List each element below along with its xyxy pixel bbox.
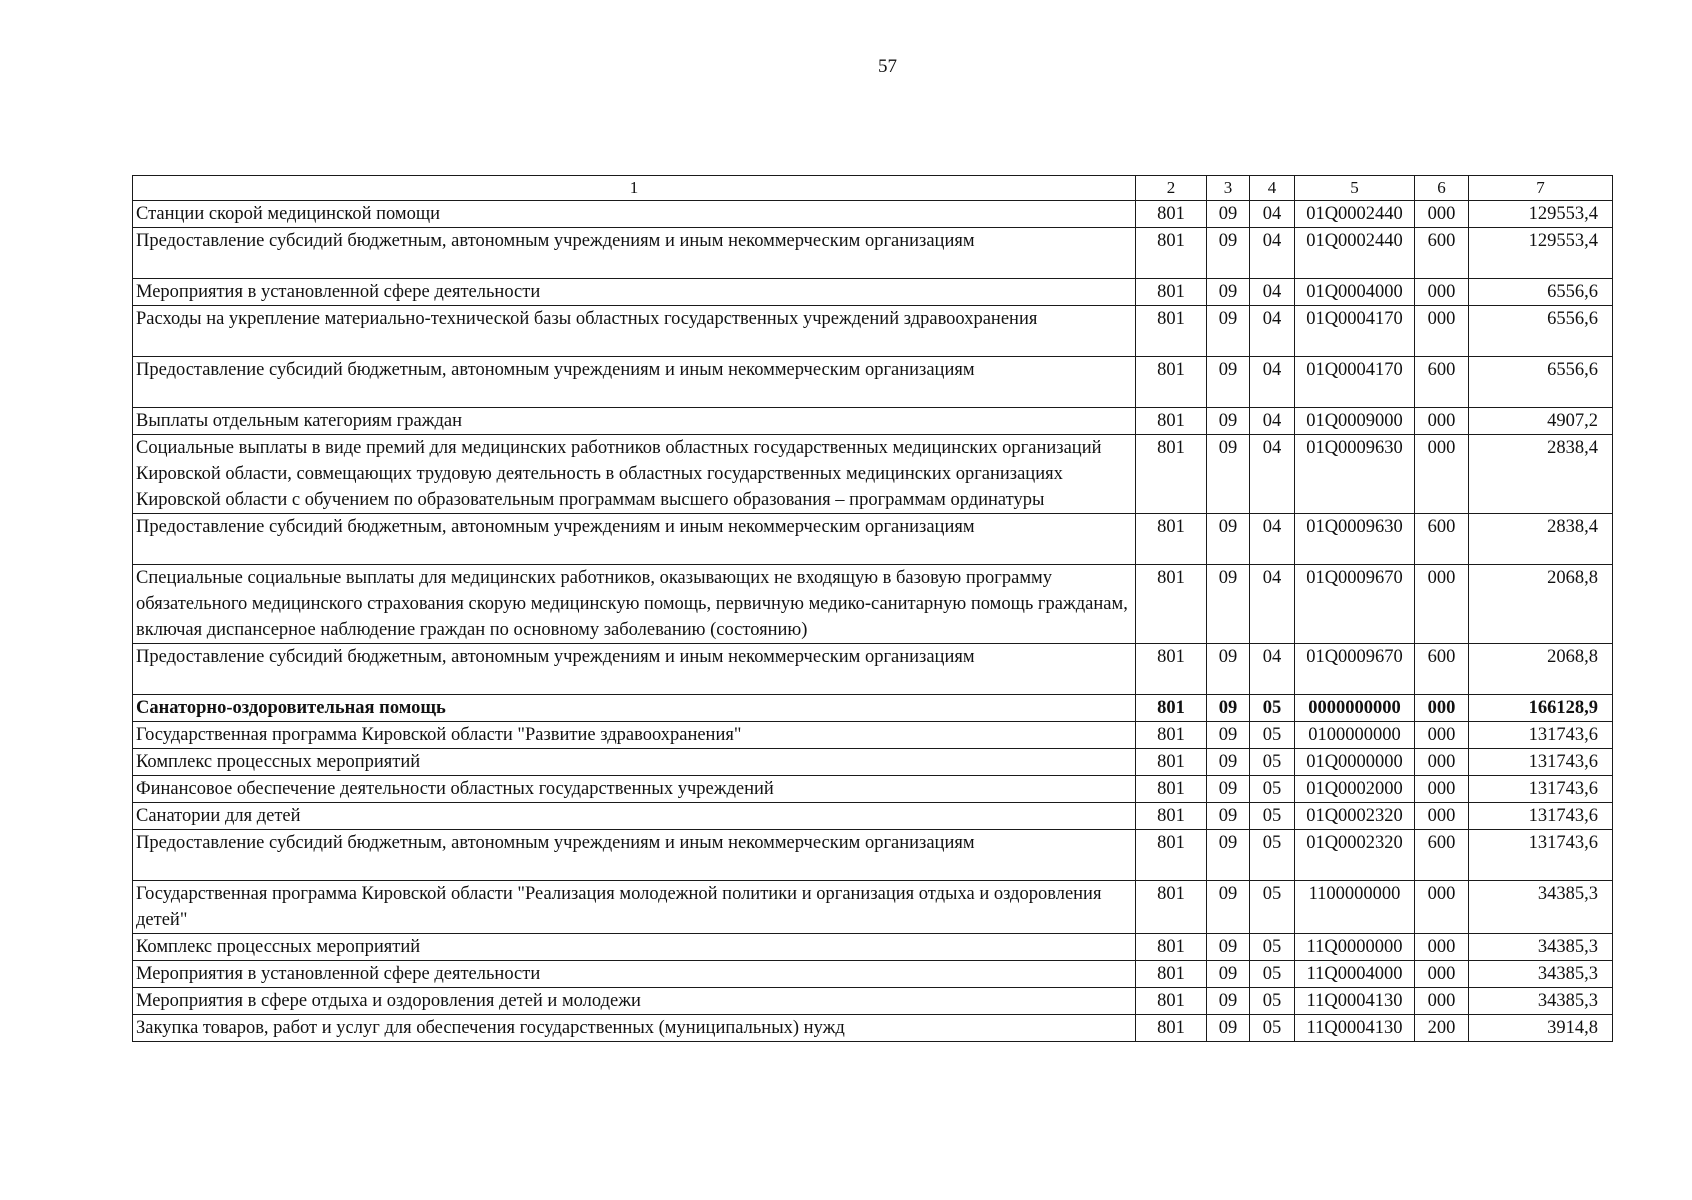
row-amount: 2068,8 xyxy=(1469,644,1613,695)
row-amount: 131743,6 xyxy=(1469,749,1613,776)
row-amount: 131743,6 xyxy=(1469,722,1613,749)
row-section: 09 xyxy=(1207,408,1250,435)
row-target-article: 01Q0009630 xyxy=(1295,514,1415,565)
table-row xyxy=(133,514,1613,565)
table-row xyxy=(133,803,1613,830)
row-ministry-code: 801 xyxy=(1136,279,1207,306)
row-subsection: 05 xyxy=(1250,776,1295,803)
row-section: 09 xyxy=(1207,1015,1250,1042)
column-header: 1 xyxy=(133,176,1136,201)
column-header: 7 xyxy=(1469,176,1613,201)
row-amount: 131743,6 xyxy=(1469,776,1613,803)
row-expense-type: 000 xyxy=(1415,881,1469,934)
row-target-article: 01Q0002320 xyxy=(1295,830,1415,881)
row-amount: 131743,6 xyxy=(1469,830,1613,881)
row-name: Специальные социальные выплаты для медицинских работников, оказывающих не входящую в базовую программу обязательного медицинского страхования скорую медицинскую помощь, первичную медико-санитарную помощь гражданам, включая диспансерное наблюдение граждан по основному заболеванию (состоянию) xyxy=(133,565,1136,644)
row-subsection: 05 xyxy=(1250,934,1295,961)
column-header: 6 xyxy=(1415,176,1469,201)
row-subsection: 04 xyxy=(1250,644,1295,695)
row-ministry-code: 801 xyxy=(1136,961,1207,988)
row-amount: 34385,3 xyxy=(1469,988,1613,1015)
row-target-article: 01Q0004170 xyxy=(1295,306,1415,357)
row-target-article: 01Q0000000 xyxy=(1295,749,1415,776)
row-section: 09 xyxy=(1207,435,1250,514)
row-ministry-code: 801 xyxy=(1136,408,1207,435)
row-subsection: 05 xyxy=(1250,695,1295,722)
row-ministry-code: 801 xyxy=(1136,435,1207,514)
row-ministry-code: 801 xyxy=(1136,749,1207,776)
row-expense-type: 000 xyxy=(1415,306,1469,357)
row-target-article: 01Q0002440 xyxy=(1295,228,1415,279)
row-section: 09 xyxy=(1207,803,1250,830)
row-amount: 34385,3 xyxy=(1469,961,1613,988)
row-ministry-code: 801 xyxy=(1136,565,1207,644)
row-ministry-code: 801 xyxy=(1136,776,1207,803)
row-name: Финансовое обеспечение деятельности областных государственных учреждений xyxy=(133,776,1136,803)
row-ministry-code: 801 xyxy=(1136,803,1207,830)
table-row xyxy=(133,881,1613,934)
page-number: 57 xyxy=(878,56,897,77)
row-amount: 3914,8 xyxy=(1469,1015,1613,1042)
row-expense-type: 600 xyxy=(1415,830,1469,881)
row-subsection: 05 xyxy=(1250,830,1295,881)
row-name: Санаторно-оздоровительная помощь xyxy=(133,695,1136,722)
row-name: Социальные выплаты в виде премий для медицинских работников областных государственных медицинских организаций Кировской области, совмещающих трудовую деятельность в областных государственных медицинских организациях Кировской области с обучением по образовательным программам высшего образования – программам ординатуры xyxy=(133,435,1136,514)
row-ministry-code: 801 xyxy=(1136,934,1207,961)
row-expense-type: 200 xyxy=(1415,1015,1469,1042)
row-ministry-code: 801 xyxy=(1136,722,1207,749)
row-amount: 2838,4 xyxy=(1469,514,1613,565)
row-name: Комплекс процессных мероприятий xyxy=(133,934,1136,961)
row-target-article: 11Q0004000 xyxy=(1295,961,1415,988)
row-ministry-code: 801 xyxy=(1136,357,1207,408)
row-subsection: 05 xyxy=(1250,722,1295,749)
row-expense-type: 000 xyxy=(1415,961,1469,988)
column-header: 3 xyxy=(1207,176,1250,201)
row-section: 09 xyxy=(1207,695,1250,722)
row-amount: 166128,9 xyxy=(1469,695,1613,722)
row-ministry-code: 801 xyxy=(1136,881,1207,934)
row-amount: 4907,2 xyxy=(1469,408,1613,435)
table-row xyxy=(133,435,1613,514)
row-name: Выплаты отдельным категориям граждан xyxy=(133,408,1136,435)
row-section: 09 xyxy=(1207,830,1250,881)
row-expense-type: 000 xyxy=(1415,695,1469,722)
table-row xyxy=(133,357,1613,408)
row-name: Предоставление субсидий бюджетным, автономным учреждениям и иным некоммерческим организациям xyxy=(133,357,1136,408)
table-header-row xyxy=(133,176,1613,201)
row-name: Предоставление субсидий бюджетным, автономным учреждениям и иным некоммерческим организациям xyxy=(133,514,1136,565)
row-section: 09 xyxy=(1207,644,1250,695)
row-expense-type: 600 xyxy=(1415,228,1469,279)
table-row xyxy=(133,201,1613,228)
row-subsection: 04 xyxy=(1250,279,1295,306)
row-expense-type: 600 xyxy=(1415,514,1469,565)
row-expense-type: 000 xyxy=(1415,408,1469,435)
row-expense-type: 000 xyxy=(1415,279,1469,306)
row-target-article: 11Q0000000 xyxy=(1295,934,1415,961)
row-expense-type: 000 xyxy=(1415,722,1469,749)
row-amount: 129553,4 xyxy=(1469,201,1613,228)
row-subsection: 05 xyxy=(1250,961,1295,988)
row-ministry-code: 801 xyxy=(1136,1015,1207,1042)
row-name: Санатории для детей xyxy=(133,803,1136,830)
row-subsection: 04 xyxy=(1250,201,1295,228)
row-ministry-code: 801 xyxy=(1136,695,1207,722)
row-expense-type: 000 xyxy=(1415,803,1469,830)
row-section: 09 xyxy=(1207,228,1250,279)
row-target-article: 01Q0004170 xyxy=(1295,357,1415,408)
row-name: Станции скорой медицинской помощи xyxy=(133,201,1136,228)
row-expense-type: 000 xyxy=(1415,565,1469,644)
row-amount: 6556,6 xyxy=(1469,306,1613,357)
table-row xyxy=(133,722,1613,749)
row-subsection: 05 xyxy=(1250,988,1295,1015)
row-subsection: 05 xyxy=(1250,881,1295,934)
row-subsection: 04 xyxy=(1250,565,1295,644)
row-section: 09 xyxy=(1207,749,1250,776)
row-ministry-code: 801 xyxy=(1136,644,1207,695)
table-row xyxy=(133,306,1613,357)
table-row xyxy=(133,776,1613,803)
budget-table xyxy=(132,175,1613,1042)
row-section: 09 xyxy=(1207,357,1250,408)
row-section: 09 xyxy=(1207,776,1250,803)
table-row xyxy=(133,644,1613,695)
column-header: 2 xyxy=(1136,176,1207,201)
row-amount: 6556,6 xyxy=(1469,357,1613,408)
row-section: 09 xyxy=(1207,934,1250,961)
row-amount: 131743,6 xyxy=(1469,803,1613,830)
row-expense-type: 000 xyxy=(1415,776,1469,803)
row-target-article: 11Q0004130 xyxy=(1295,1015,1415,1042)
row-amount: 129553,4 xyxy=(1469,228,1613,279)
column-header: 4 xyxy=(1250,176,1295,201)
row-name: Государственная программа Кировской области "Реализация молодежной политики и организация отдыха и оздоровления детей" xyxy=(133,881,1136,934)
row-target-article: 01Q0002320 xyxy=(1295,803,1415,830)
row-name: Мероприятия в установленной сфере деятельности xyxy=(133,961,1136,988)
row-ministry-code: 801 xyxy=(1136,306,1207,357)
row-expense-type: 000 xyxy=(1415,749,1469,776)
row-name: Закупка товаров, работ и услуг для обеспечения государственных (муниципальных) нужд xyxy=(133,1015,1136,1042)
row-section: 09 xyxy=(1207,201,1250,228)
row-name: Мероприятия в установленной сфере деятельности xyxy=(133,279,1136,306)
row-expense-type: 000 xyxy=(1415,201,1469,228)
row-name: Мероприятия в сфере отдыха и оздоровления детей и молодежи xyxy=(133,988,1136,1015)
row-name: Государственная программа Кировской области "Развитие здравоохранения" xyxy=(133,722,1136,749)
row-ministry-code: 801 xyxy=(1136,988,1207,1015)
row-target-article: 11Q0004130 xyxy=(1295,988,1415,1015)
row-amount: 2068,8 xyxy=(1469,565,1613,644)
row-expense-type: 600 xyxy=(1415,644,1469,695)
row-subsection: 04 xyxy=(1250,228,1295,279)
row-ministry-code: 801 xyxy=(1136,514,1207,565)
row-subsection: 04 xyxy=(1250,306,1295,357)
row-expense-type: 600 xyxy=(1415,357,1469,408)
row-target-article: 01Q0009670 xyxy=(1295,644,1415,695)
table-row xyxy=(133,695,1613,722)
table-row xyxy=(133,279,1613,306)
row-name: Предоставление субсидий бюджетным, автономным учреждениям и иным некоммерческим организациям xyxy=(133,644,1136,695)
row-subsection: 04 xyxy=(1250,435,1295,514)
row-amount: 6556,6 xyxy=(1469,279,1613,306)
row-name: Расходы на укрепление материально-технической базы областных государственных учреждений здравоохранения xyxy=(133,306,1136,357)
row-section: 09 xyxy=(1207,514,1250,565)
row-section: 09 xyxy=(1207,988,1250,1015)
table-row xyxy=(133,988,1613,1015)
table-row xyxy=(133,228,1613,279)
row-amount: 34385,3 xyxy=(1469,881,1613,934)
row-ministry-code: 801 xyxy=(1136,228,1207,279)
row-section: 09 xyxy=(1207,565,1250,644)
row-subsection: 05 xyxy=(1250,1015,1295,1042)
row-name: Комплекс процессных мероприятий xyxy=(133,749,1136,776)
row-target-article: 01Q0009000 xyxy=(1295,408,1415,435)
table-row xyxy=(133,934,1613,961)
row-target-article: 0000000000 xyxy=(1295,695,1415,722)
row-target-article: 01Q0002000 xyxy=(1295,776,1415,803)
row-target-article: 1100000000 xyxy=(1295,881,1415,934)
row-name: Предоставление субсидий бюджетным, автономным учреждениям и иным некоммерческим организациям xyxy=(133,228,1136,279)
row-amount: 2838,4 xyxy=(1469,435,1613,514)
row-expense-type: 000 xyxy=(1415,435,1469,514)
table-row xyxy=(133,408,1613,435)
row-section: 09 xyxy=(1207,881,1250,934)
row-expense-type: 000 xyxy=(1415,934,1469,961)
row-target-article: 01Q0004000 xyxy=(1295,279,1415,306)
row-section: 09 xyxy=(1207,722,1250,749)
row-target-article: 01Q0009670 xyxy=(1295,565,1415,644)
row-section: 09 xyxy=(1207,961,1250,988)
table-row xyxy=(133,749,1613,776)
table-row xyxy=(133,961,1613,988)
row-ministry-code: 801 xyxy=(1136,830,1207,881)
row-section: 09 xyxy=(1207,279,1250,306)
row-ministry-code: 801 xyxy=(1136,201,1207,228)
column-header: 5 xyxy=(1295,176,1415,201)
row-subsection: 05 xyxy=(1250,803,1295,830)
row-target-article: 01Q0002440 xyxy=(1295,201,1415,228)
row-target-article: 01Q0009630 xyxy=(1295,435,1415,514)
table-row xyxy=(133,1015,1613,1042)
row-amount: 34385,3 xyxy=(1469,934,1613,961)
row-subsection: 04 xyxy=(1250,357,1295,408)
row-subsection: 04 xyxy=(1250,514,1295,565)
row-name: Предоставление субсидий бюджетным, автономным учреждениям и иным некоммерческим организациям xyxy=(133,830,1136,881)
row-subsection: 04 xyxy=(1250,408,1295,435)
row-expense-type: 000 xyxy=(1415,988,1469,1015)
table-row xyxy=(133,565,1613,644)
row-section: 09 xyxy=(1207,306,1250,357)
table-row xyxy=(133,830,1613,881)
row-subsection: 05 xyxy=(1250,749,1295,776)
row-target-article: 0100000000 xyxy=(1295,722,1415,749)
